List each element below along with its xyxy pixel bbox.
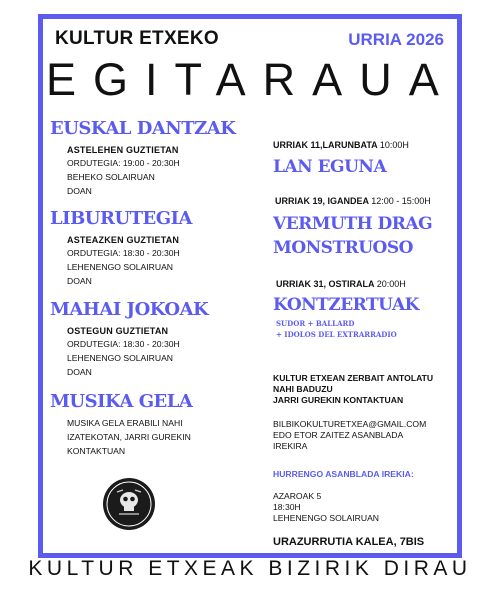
section-subtitle: OSTEGUN GUZTIETAN: [67, 326, 169, 336]
event-time: 12:00 - 15:00H: [371, 196, 431, 206]
section-subtitle: ASTELEHEN GUZTIETAN: [67, 145, 179, 155]
section-title-liburutegia: LIBURUTEGIA: [50, 208, 193, 229]
event-title-vermuth-drag: VERMUTH DRAG: [273, 214, 433, 234]
section-info: MUSIKA GELA ERABILI NAHI IZATEKOTAN, JARRI GUREKIN KONTAKTUAN: [67, 418, 191, 456]
section-subtitle: ASTEAZKEN GUZTIETAN: [67, 235, 180, 245]
event-title-kontzertuak: KONTZERTUAK: [273, 295, 419, 315]
assembly-details: AZAROAK 5 18:30H LEHENENGO SOLAIRUAN: [273, 491, 380, 523]
event-date-text: URRIAK 19, IGANDEA: [275, 196, 369, 206]
contact-email: BILBIKOKULTURETXEA@GMAIL.COM EDO ETOR ZAITEZ ASANBLADA IREKIRA: [273, 419, 427, 451]
month-label: URRIA 2026: [348, 30, 444, 49]
section-title-mahai-jokoak: MAHAI JOKOAK: [50, 299, 209, 320]
footer-slogan: KULTUR ETXEAK BIZIRIK DIRAU: [28, 557, 472, 580]
contact-note: KULTUR ETXEAN ZERBAIT ANTOLATU NAHI BADUZU JARRI GUREKIN KONTAKTUAN: [273, 373, 434, 405]
event-title-monstruoso: MONSTRUOSO: [273, 238, 413, 258]
section-info: ORDUTEGIA: 18:30 - 20:30H LEHENENGO SOLAIRUAN DOAN: [67, 339, 180, 377]
event-title-lan-eguna: LAN EGUNA: [273, 157, 387, 177]
section-title-euskal-dantzak: EUSKAL DANTZAK: [50, 118, 236, 139]
event-time: 10:00H: [379, 140, 409, 150]
section-title-musika-gela: MUSIKA GELA: [50, 391, 193, 412]
event-time: 20:00H: [376, 279, 406, 289]
address: URAZURRUTIA KALEA, 7BIS: [273, 536, 425, 548]
page-title: EGITARAUA: [46, 54, 456, 105]
event-date-text: URRIAK 31, OSTIRALA: [276, 279, 375, 289]
skull-circle-logo-icon: [103, 478, 155, 530]
event-date-text: URRIAK 11,LARUNBATA: [273, 140, 378, 150]
event-date: [275, 196, 431, 206]
event-date: [273, 140, 409, 150]
section-info: ORDUTEGIA: 18:30 - 20:30H LEHENENGO SOLAIRUAN DOAN: [67, 248, 180, 286]
assembly-heading: HURRENGO ASANBLADA IREKIA:: [273, 469, 414, 479]
org-heading: KULTUR ETXEKO: [55, 28, 219, 49]
event-date: [276, 279, 406, 289]
event-lineup: SUDOR + BALLARD + IDOLOS DEL EXTRARRADIO: [276, 319, 397, 339]
section-info: ORDUTEGIA: 19:00 - 20:30H BEHEKO SOLAIRUAN DOAN: [67, 158, 180, 196]
